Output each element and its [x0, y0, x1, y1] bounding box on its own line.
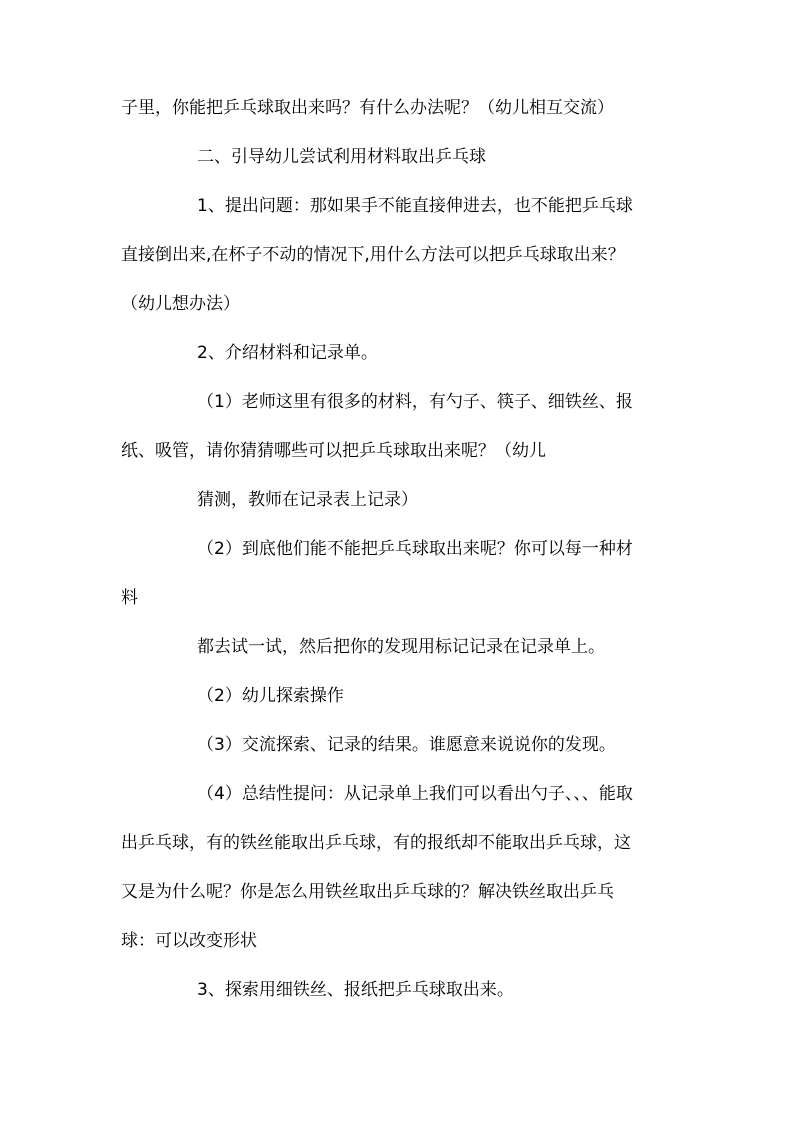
paragraph-line: （3）交流探索、记录的结果。谁愿意来说说你的发现。 — [197, 735, 616, 755]
paragraph-line: （2）幼儿探索操作 — [197, 686, 344, 706]
subsection-heading: 2、介绍材料和记录单。 — [197, 343, 378, 363]
paragraph-line: （2）到底他们能不能把乒乓球取出来呢？你可以每一种材 — [197, 539, 633, 559]
paragraph-line: 子里，你能把乒乓球取出来吗？有什么办法呢？（幼儿相互交流） — [121, 98, 614, 118]
paragraph-line: 球：可以改变形状 — [121, 931, 257, 951]
paragraph-line: （幼儿想办法） — [121, 294, 240, 314]
paragraph-line: 直接倒出来,在杯子不动的情况下,用什么方法可以把乒乓球取出来？ — [121, 245, 625, 265]
paragraph-line: 纸、吸管，请你猜猜哪些可以把乒乓球取出来呢？（幼儿 — [121, 441, 546, 461]
subsection-heading: 3、探索用细铁丝、报纸把乒乓球取出来。 — [197, 980, 514, 1000]
paragraph-line: 都去试一试，然后把你的发现用标记记录在记录单上。 — [197, 637, 605, 657]
section-heading: 二、引导幼儿尝试利用材料取出乒乓球 — [197, 147, 486, 167]
paragraph-line: （4）总结性提问：从记录单上我们可以看出勺子、、、能取 — [197, 784, 633, 804]
paragraph-line: 出乒乓球，有的铁丝能取出乒乓球，有的报纸却不能取出乒乓球，这 — [121, 833, 631, 853]
paragraph-line: 料 — [121, 588, 138, 608]
paragraph-line: 猜测，教师在记录表上记录） — [197, 490, 418, 510]
paragraph-line: （1）老师这里有很多的材料，有勺子、筷子、细铁丝、报 — [197, 392, 633, 412]
paragraph-line: 1、提出问题：那如果手不能直接伸进去，也不能把乒乓球 — [197, 196, 633, 216]
paragraph-line: 又是为什么呢？你是怎么用铁丝取出乒乓球的？解决铁丝取出乒乓 — [121, 882, 614, 902]
